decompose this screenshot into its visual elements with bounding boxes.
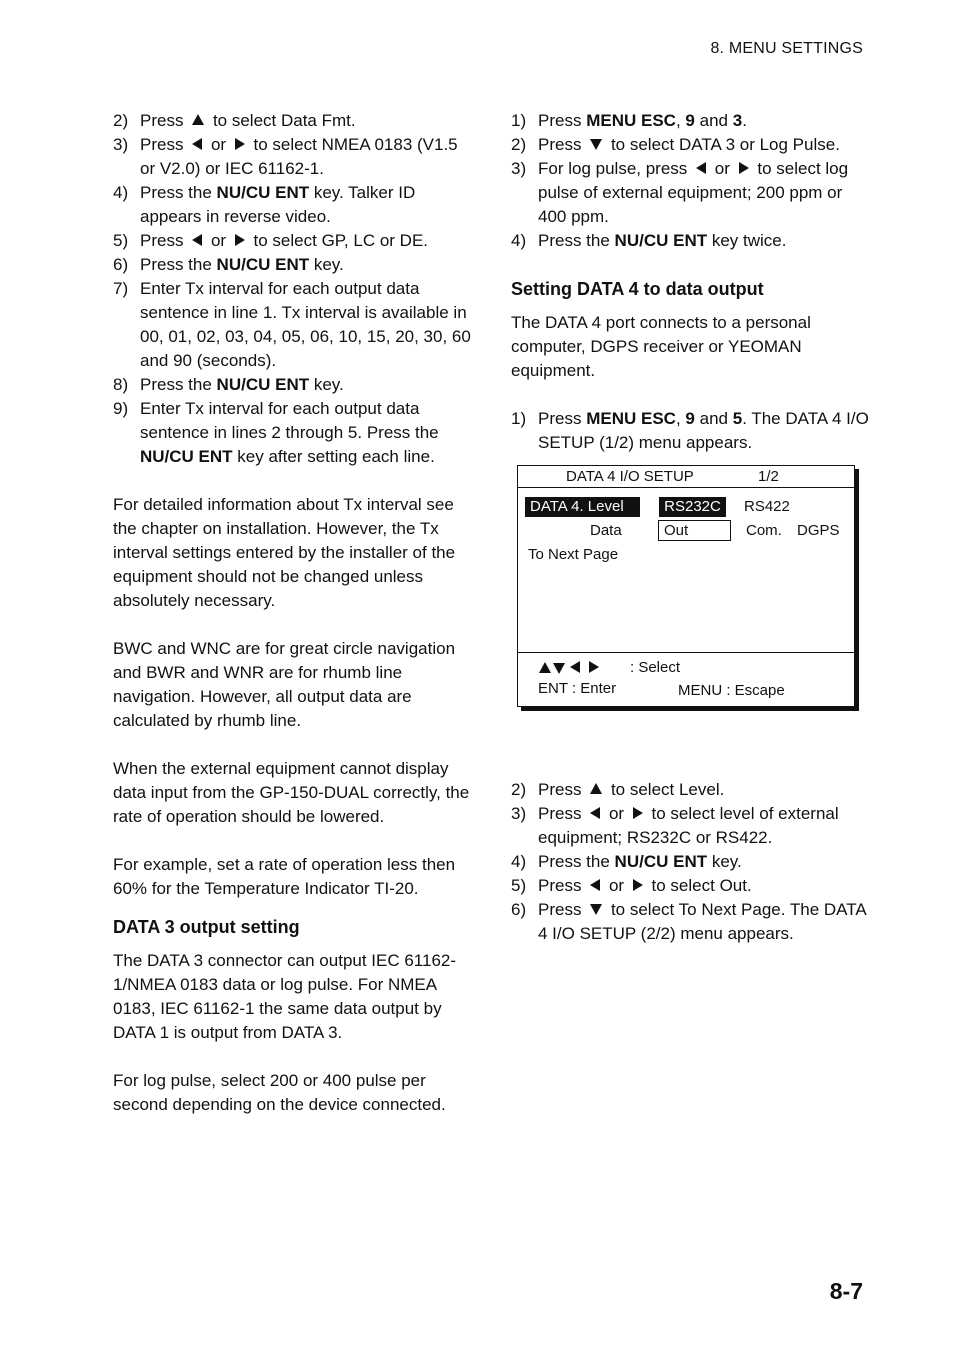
step-item: [113, 397, 473, 469]
step-text: Press: [140, 231, 184, 250]
enter-hint: ENT : Enter: [538, 680, 617, 697]
step-text: Press: [538, 409, 582, 428]
step-number: 3): [511, 159, 527, 178]
step-item: [511, 109, 871, 133]
step-item: [511, 407, 871, 455]
step-item: [511, 898, 871, 946]
step-text: to select Data Fmt.: [212, 111, 356, 130]
step-text: or: [608, 876, 625, 895]
step-number: 3): [511, 804, 527, 823]
left-column: [113, 109, 473, 1117]
arrow-left-icon: [192, 234, 202, 246]
step-text: key.: [313, 375, 344, 394]
level-option[interactable]: RS422: [744, 498, 790, 515]
paragraph: The DATA 4 port connects to a personal computer, DGPS receiver or YEOMAN equipment.: [511, 313, 811, 380]
step-text: ,: [675, 409, 681, 428]
step-text: Press: [140, 111, 184, 130]
step-item: [113, 373, 473, 397]
step-text: Enter Tx interval for each output data sentence in line 1. Tx interval is available in 00, 01, 02, 03, 04, 05, 06, 10, 15, 20, 30, 60 and 90 (seconds).: [140, 279, 471, 370]
step-text: For log pulse, press: [538, 159, 688, 178]
key-name: MENU ESC: [586, 111, 676, 130]
arrow-keys: [538, 660, 600, 677]
step-text: and: [699, 409, 728, 428]
step-item: [511, 874, 871, 898]
step-number: 1): [511, 409, 527, 428]
paragraph: For example, set a rate of operation less then 60% for the Temperature Indicator TI-20.: [113, 855, 456, 898]
step-item: [113, 229, 473, 253]
arrow-left-icon: [590, 879, 600, 891]
page-number: 8-7: [829, 1278, 863, 1304]
step-number: 4): [113, 183, 129, 202]
step-number: 6): [113, 255, 129, 274]
data-option[interactable]: DGPS: [797, 522, 840, 539]
step-text: to select NMEA 0183 (V1.5 or V2.0) or IEC 61162-1.: [140, 135, 458, 178]
step-item: [511, 133, 871, 157]
paragraph: For log pulse, select 200 or 400 pulse per second depending on the device connected.: [113, 1071, 446, 1114]
step-text: to select GP, LC or DE.: [253, 231, 429, 250]
step-text: key. Talker ID appears in reverse video.: [140, 183, 416, 226]
arrow-up-icon: [192, 114, 204, 125]
step-text: Press: [538, 111, 582, 130]
step-text: to select To Next Page. The DATA 4 I/O SETUP (2/2) menu appears.: [538, 900, 866, 943]
step-text: Press: [140, 135, 184, 154]
arrow-up-icon: [539, 662, 551, 673]
step-text: Press the: [140, 255, 212, 274]
step-text: key after setting each line.: [237, 447, 435, 466]
step-text: or: [714, 159, 730, 178]
key-name: 9: [685, 409, 695, 428]
arrow-left-icon: [696, 162, 706, 174]
arrow-right-icon: [589, 661, 599, 673]
step-number: 1): [511, 111, 527, 130]
section-heading: Setting DATA 4 to data output: [511, 279, 764, 299]
step-text: or: [210, 135, 227, 154]
step-text: to select level of external equipment; RS232C or RS422.: [538, 804, 839, 847]
step-text: Press: [538, 900, 582, 919]
step-number: 2): [511, 780, 527, 799]
select-hint: : Select: [630, 659, 681, 676]
step-text: key.: [711, 852, 742, 871]
arrow-down-icon: [553, 663, 565, 674]
paragraph: The DATA 3 connector can output IEC 61162-1/NMEA 0183 data or log pulse. For NMEA 0183, IEC 61162-1 the same data output by DATA 1 is output from DATA 3.: [113, 951, 457, 1042]
step-number: 9): [113, 399, 129, 418]
step-text: Press the: [538, 852, 610, 871]
key-name: NU/CU ENT: [614, 852, 708, 871]
step-number: 2): [113, 111, 129, 130]
paragraph: For detailed information about Tx interval see the chapter on installation. However, the Tx interval settings entered by the installer of the equipment should not be changed unless absolutely necessary.: [113, 495, 456, 610]
step-item: [113, 109, 473, 133]
step-text: or: [210, 231, 227, 250]
key-name: 3: [732, 111, 743, 130]
escape-hint: MENU : Escape: [678, 682, 785, 699]
key-name: NU/CU ENT: [614, 231, 708, 250]
arrow-down-icon: [590, 904, 602, 915]
step-text: Press: [538, 804, 582, 823]
step-text: key.: [313, 255, 344, 274]
section-heading: DATA 3 output setting: [113, 917, 300, 937]
step-number: 3): [113, 135, 129, 154]
divider: [518, 487, 854, 488]
data-option-selected[interactable]: Out: [658, 520, 731, 541]
arrow-right-icon: [235, 234, 245, 246]
step-number: 6): [511, 900, 527, 919]
step-number: 4): [511, 852, 527, 871]
step-text: Enter Tx interval for each output data sentence in lines 2 through 5. Press the: [140, 399, 439, 442]
step-text: . The DATA 4 I/O SETUP (1/2) menu appears.: [538, 409, 869, 452]
key-name: NU/CU ENT: [216, 183, 310, 202]
step-item: [511, 850, 871, 874]
data-option[interactable]: Com.: [746, 522, 782, 539]
key-name: NU/CU ENT: [216, 255, 310, 274]
step-text: ,: [675, 111, 681, 130]
level-option-selected[interactable]: RS232C: [659, 497, 726, 517]
step-item: [511, 229, 871, 253]
arrow-up-icon: [590, 783, 602, 794]
data-label: Data: [590, 522, 622, 539]
step-text: Press: [538, 780, 582, 799]
step-text: .: [742, 111, 747, 130]
key-name: NU/CU ENT: [216, 375, 310, 394]
step-text: Press the: [538, 231, 610, 250]
arrow-left-icon: [570, 661, 580, 673]
arrow-right-icon: [235, 138, 245, 150]
arrow-down-icon: [590, 139, 602, 150]
step-item: [113, 277, 473, 373]
step-number: 5): [511, 876, 527, 895]
step-text: to select log pulse of external equipment; 200 ppm or 400 ppm.: [538, 159, 849, 226]
section-header: 8. MENU SETTINGS: [710, 40, 863, 57]
step-number: 5): [113, 231, 129, 250]
arrow-right-icon: [633, 807, 643, 819]
step-text: and: [699, 111, 728, 130]
step-text: key twice.: [711, 231, 787, 250]
key-name: MENU ESC: [586, 409, 676, 428]
arrow-left-icon: [192, 138, 202, 150]
step-item: [511, 802, 871, 850]
step-text: to select Out.: [651, 876, 752, 895]
arrow-left-icon: [590, 807, 600, 819]
level-label: DATA 4. Level: [525, 497, 640, 517]
paragraph: BWC and WNC are for great circle navigation and BWR and WNR are for rhumb line navigation. However, all output data are calculated by rhumb line.: [113, 639, 456, 730]
step-text: Press the: [140, 183, 212, 202]
step-item: [113, 181, 473, 229]
step-number: 2): [511, 135, 527, 154]
menu-screen: [517, 465, 855, 707]
arrow-right-icon: [633, 879, 643, 891]
divider: [518, 652, 854, 653]
step-text: Press: [538, 135, 582, 154]
menu-page-indicator: 1/2: [758, 468, 779, 485]
step-text: to select Level.: [610, 780, 725, 799]
step-text: Press: [538, 876, 582, 895]
key-name: NU/CU ENT: [140, 447, 233, 466]
step-text: or: [608, 804, 625, 823]
step-item: [113, 253, 473, 277]
next-page-item[interactable]: To Next Page: [528, 546, 619, 563]
menu-title: DATA 4 I/O SETUP: [566, 468, 694, 485]
step-text: Press the: [140, 375, 212, 394]
paragraph: When the external equipment cannot display data input from the GP-150-DUAL correctly, the rate of operation should be lowered.: [113, 759, 470, 826]
step-text: to select DATA 3 or Log Pulse.: [610, 135, 840, 154]
step-number: 4): [511, 231, 527, 250]
step-item: [511, 778, 871, 802]
step-number: 7): [113, 279, 129, 298]
key-name: 5: [732, 409, 743, 428]
step-item: [113, 133, 473, 181]
step-number: 8): [113, 375, 129, 394]
step-item: [511, 157, 871, 229]
arrow-right-icon: [739, 162, 749, 174]
key-name: 9: [685, 111, 695, 130]
